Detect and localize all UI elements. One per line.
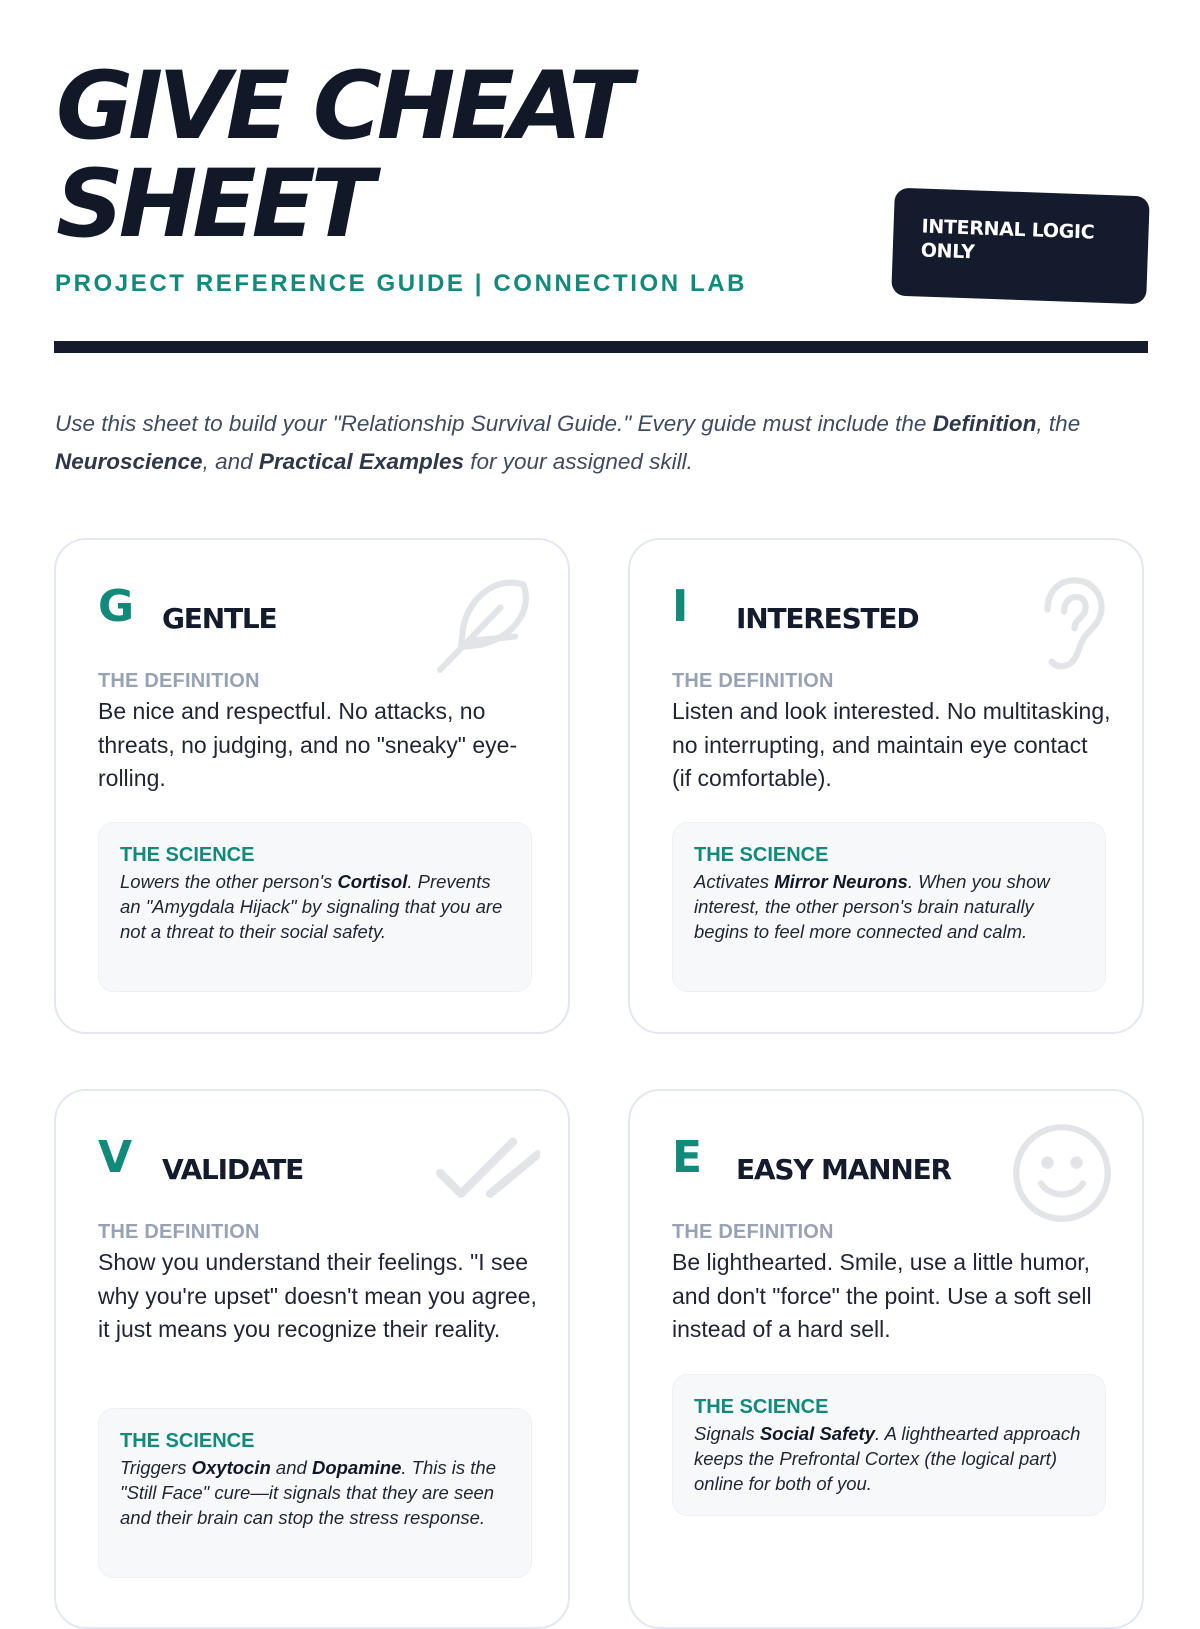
definition-text: Listen and look interested. No multitasking, no interrupting, and maintain eye contact (if comfortable). xyxy=(672,698,1111,791)
smile-icon xyxy=(1010,1121,1114,1225)
card-validate xyxy=(54,1089,570,1629)
card-heading: INTERESTED xyxy=(736,602,919,635)
ear-icon xyxy=(1010,570,1114,674)
science-label: THE SCIENCE xyxy=(120,1430,255,1452)
definition-text: Show you understand their feelings. "I see why you're upset" doesn't mean you agree, it just means you recognize their reality. xyxy=(98,1249,537,1342)
double-check-icon xyxy=(436,1121,540,1225)
page-subtitle: PROJECT REFERENCE GUIDE | CONNECTION LAB xyxy=(55,270,748,297)
card-letter: G xyxy=(98,581,135,632)
science-text-part: Lowers the other person's xyxy=(120,871,338,892)
intro-paragraph xyxy=(55,405,1155,481)
card-gentle xyxy=(54,538,570,1034)
science-text-part: Activates xyxy=(694,871,775,892)
science-label: THE SCIENCE xyxy=(694,844,829,866)
science-term: Social Safety xyxy=(759,1423,875,1444)
intro-text-2: , the xyxy=(1036,411,1081,436)
science-box xyxy=(672,1374,1106,1516)
definition-label: THE DEFINITION xyxy=(672,1221,834,1243)
science-term: Mirror Neurons xyxy=(774,871,908,892)
page-title xyxy=(56,52,628,259)
science-label: THE SCIENCE xyxy=(120,844,255,866)
science-text xyxy=(120,1455,511,1530)
card-easy-manner xyxy=(628,1089,1144,1629)
intro-text-3: , and xyxy=(202,449,259,474)
intro-bold-definition: Definition xyxy=(932,411,1037,436)
science-box xyxy=(98,822,532,992)
science-text-part: . When you show interest, the other person's brain naturally begins to feel more connected and calm. xyxy=(694,871,1050,942)
science-text-part: Triggers xyxy=(120,1457,192,1478)
title-line-1: GIVE CHEAT xyxy=(56,52,628,161)
card-heading: EASY MANNER xyxy=(736,1153,951,1186)
science-text-part: . This is the "Still Face" cure—it signals that they are seen and their brain can stop the stress response. xyxy=(120,1457,496,1528)
definition-label: THE DEFINITION xyxy=(672,670,834,692)
science-text xyxy=(694,1421,1085,1496)
internal-logic-badge xyxy=(891,188,1150,305)
science-text-part: Signals xyxy=(694,1423,760,1444)
science-text-part: . Prevents an "Amygdala Hijack" by signaling that you are not a threat to their social safety. xyxy=(120,871,503,942)
definition-text: Be lighthearted. Smile, use a little humor, and don't "force" the point. Use a soft sell instead of a hard sell. xyxy=(672,1249,1092,1342)
science-term: Cortisol xyxy=(337,871,408,892)
badge-line-2: ONLY xyxy=(920,239,975,264)
card-letter: V xyxy=(98,1132,133,1183)
science-box xyxy=(98,1408,532,1578)
intro-bold-neuroscience: Neuroscience xyxy=(55,449,203,474)
science-text xyxy=(694,869,1085,944)
feather-icon xyxy=(436,570,540,674)
definition-label: THE DEFINITION xyxy=(98,1221,260,1243)
intro-bold-examples: Practical Examples xyxy=(258,449,465,474)
science-text-part: and xyxy=(270,1457,312,1478)
card-heading: VALIDATE xyxy=(162,1153,304,1186)
science-label: THE SCIENCE xyxy=(694,1396,829,1418)
card-letter: E xyxy=(672,1132,703,1183)
intro-text-1: Use this sheet to build your "Relationship Survival Guide." Every guide must include the xyxy=(55,411,933,436)
card-letter: I xyxy=(672,581,689,632)
card-heading: GENTLE xyxy=(162,602,277,635)
science-box xyxy=(672,822,1106,992)
science-term: Oxytocin xyxy=(191,1457,271,1478)
definition-text: Be nice and respectful. No attacks, no threats, no judging, and no "sneaky" eye-rolling. xyxy=(98,698,518,791)
title-line-2: SHEET xyxy=(56,150,370,259)
science-text-part: . A lighthearted approach keeps the Prefrontal Cortex (the logical part) online for both of you. xyxy=(694,1423,1081,1494)
science-text xyxy=(120,869,511,944)
badge-line-1: INTERNAL LOGIC xyxy=(921,215,1095,244)
definition-label: THE DEFINITION xyxy=(98,670,260,692)
science-term: Dopamine xyxy=(311,1457,402,1478)
card-interested xyxy=(628,538,1144,1034)
header-divider xyxy=(54,341,1148,353)
intro-text-4: for your assigned skill. xyxy=(464,449,693,474)
